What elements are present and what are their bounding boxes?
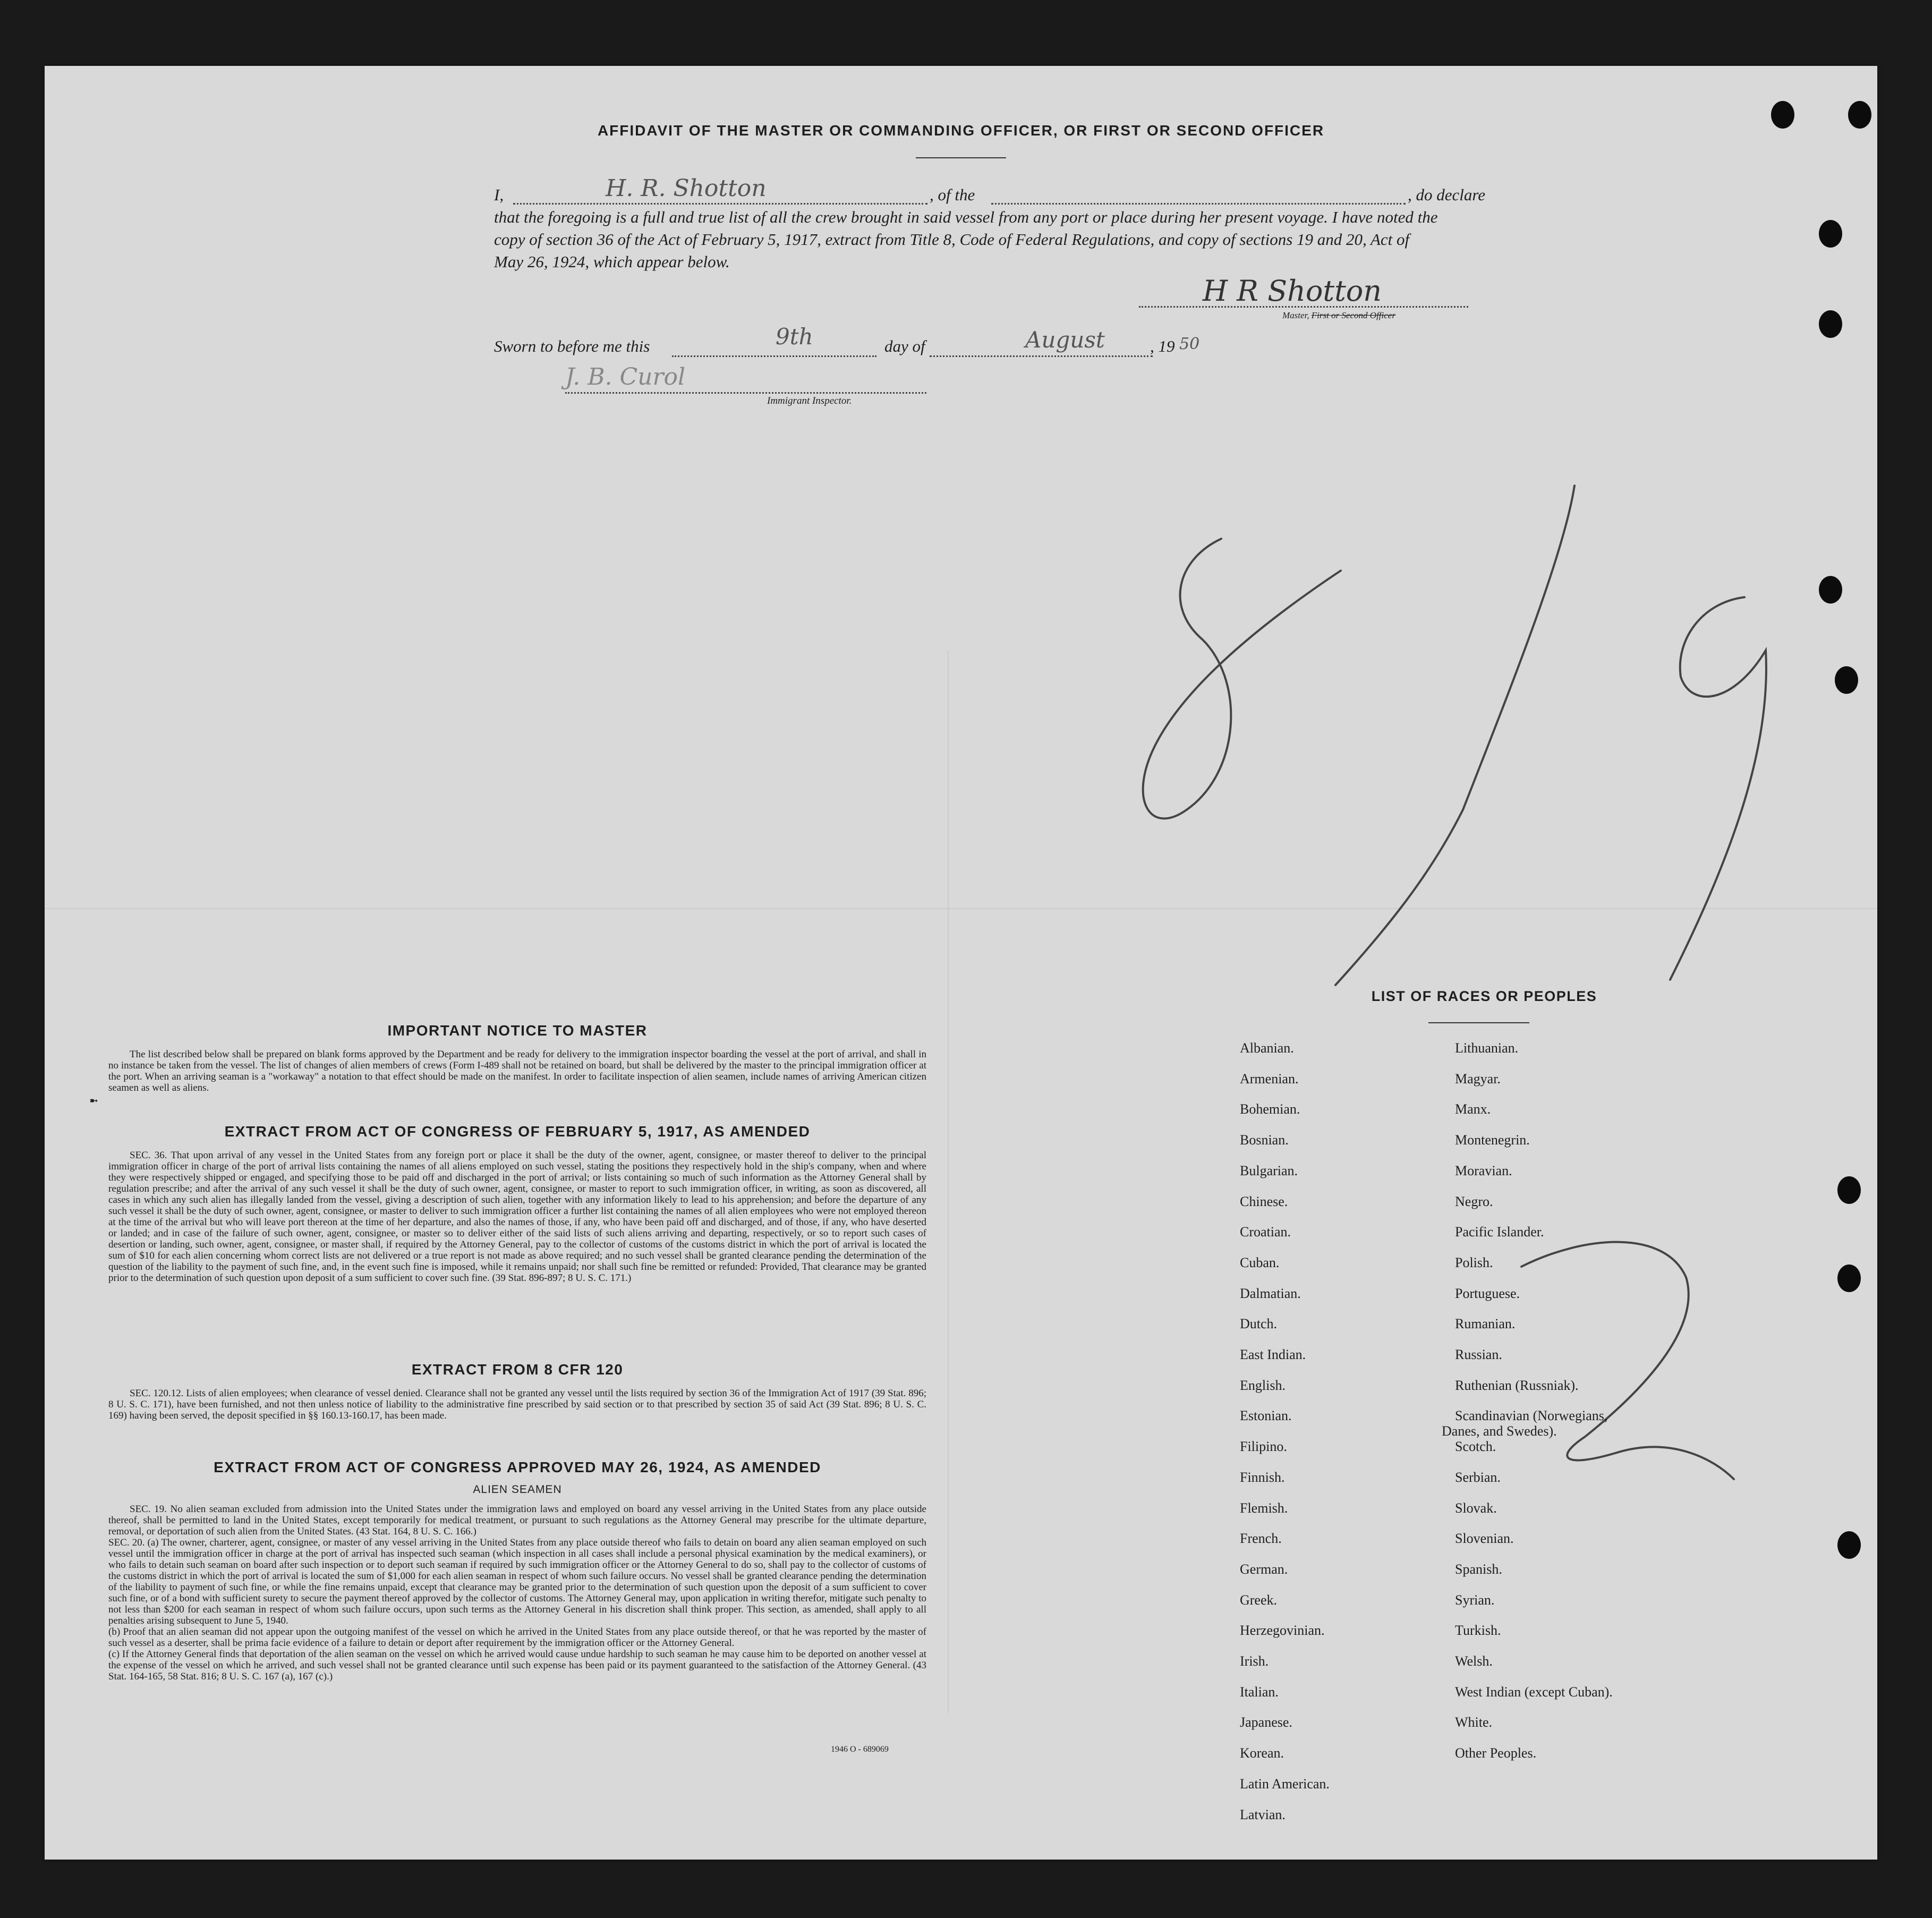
extract-1917-title: EXTRACT FROM ACT OF CONGRESS OF FEBRUARY 5, 1917, AS AMENDED: [224, 1123, 811, 1140]
race-item: Bohemian.: [1240, 1101, 1300, 1117]
race-item: Polish.: [1455, 1254, 1493, 1270]
race-item: East Indian.: [1240, 1347, 1306, 1362]
of-the-label: , of the: [930, 185, 975, 204]
notice-body: The list described below shall be prepared on blank forms approved by the Department and be ready for delivery to the immigration inspector boarding the vessel at the port of arrival, and shall in no instance be taken from the vessel. The list of changes of alien members of crews (Form I-489 shall not be retained on board, but shall be delivered by the master to the principal immigration officer at the port. When an arriving seaman is a "workaway" a notation to that effect should be made on the manifest. In order to facilitate inspection of alien seamen, include names of arriving American citizen seamen as well as aliens.: [108, 1049, 926, 1093]
race-item-scandinavian-cont: Danes, and Swedes).: [1442, 1423, 1557, 1439]
race-item: Latin American.: [1240, 1776, 1330, 1792]
race-item: Chinese.: [1240, 1193, 1288, 1209]
race-item: Scandinavian (Norwegians,: [1455, 1408, 1608, 1424]
extract-1924-title: EXTRACT FROM ACT OF CONGRESS APPROVED MAY 26, 1924, AS AMENDED: [214, 1459, 821, 1475]
master-caption: Master,: [1282, 310, 1309, 320]
number-mark: 2: [1612, 1337, 1614, 1343]
race-item: Dutch.: [1240, 1316, 1278, 1332]
extract-1924-subtitle: ALIEN SEAMEN: [473, 1483, 562, 1496]
race-item: Italian.: [1240, 1684, 1279, 1700]
race-item: Albanian.: [1240, 1040, 1294, 1056]
race-item: Serbian.: [1455, 1469, 1501, 1485]
race-item: Moravian.: [1455, 1162, 1512, 1178]
affidavit-line-4: May 26, 1924, which appear below.: [494, 252, 730, 271]
race-item: Lithuanian.: [1455, 1040, 1519, 1056]
race-item: Greek.: [1240, 1592, 1278, 1608]
race-item: Japanese.: [1240, 1715, 1292, 1730]
do-declare-label: , do declare: [1408, 185, 1486, 204]
race-item: Scotch.: [1455, 1439, 1496, 1455]
race-item: Pacific Islander.: [1455, 1224, 1544, 1240]
extract-cfr-body: SEC. 120.12. Lists of alien employees; when clearance of vessel denied. Clearance shall not be granted any vessel until the lists required by section 36 of the Immigration Act of 1917 (39 Stat. 896; 8 U. S. C. 171), have been furnished, and not then unless notice of liability to the administrative fine prescribed by said section or to that prescribed by section 35 of said Act (39 Stat. 896; 8 U. S. C. 169) having been served, the deposit specified in §§ 160.13-160.17, has been made.: [108, 1388, 926, 1421]
race-item: Magyar.: [1455, 1071, 1501, 1087]
race-item: Welsh.: [1455, 1653, 1493, 1669]
race-item: Montenegrin.: [1455, 1132, 1530, 1148]
race-item: Other Peoples.: [1455, 1745, 1537, 1761]
inspector-signature: J. B. Curol: [565, 363, 686, 391]
handwritten-month: August: [1025, 327, 1105, 353]
race-item: Negro.: [1455, 1193, 1493, 1209]
race-item: Dalmatian.: [1240, 1285, 1301, 1301]
notice-title: IMPORTANT NOTICE TO MASTER: [387, 1022, 648, 1039]
race-item: Irish.: [1240, 1653, 1269, 1669]
race-item: Flemish.: [1240, 1500, 1288, 1516]
race-item: Bulgarian.: [1240, 1162, 1298, 1178]
extract-1924-body: SEC. 19. No alien seaman excluded from admission into the United States under the immigration laws and employed on board any vessel arriving in the United States from any place outside thereof, shall be permitted to land in the United States, except temporarily for medical treatment, or pursuant to such regulations as the Attorney General may prescribe for the ultimate departure, removal, or deportation of such alien from the United States. (43 Stat. 164, 8 U. S. C. 166.) SEC. 20. (a) The owner, charterer, agent, consignee, or master of any vessel arriving in the United States from any place outside thereof who fails to detain on board any alien seaman employed on such vessel until the immigration officer in charge at the port of arrival has inspected such seaman (which inspection in all cases shall include a personal physical examination by the medical examiners), or who fails to detain such seaman on board after such inspection or to deport such seaman if required by such immigration officer or the Attorney General to do so, shall pay to the collector of customs of the customs district in which the port of arrival is located the sum of $1,000 for each alien seaman in respect of whom such failure occurs. No vessel shall be granted clearance pending the determination of the liability to payment of such fine, or while the fine remains unpaid, except that clearance may be granted prior to the determination of such question upon the deposit of a sum sufficient to cover such fine, or of a bond with sufficient surety to secure the payment thereof approved by the collector of customs. The Attorney General may, upon application in writing therefor, mitigate such penalty to not less than $200 for each seaman in respect of whom such failure occurs, upon such terms as the Attorney General in his discretion shall think proper. This section, as amended, shall apply to all penalties arising subsequent to June 5, 1940. (b) Proof that an alien seaman did not appear upon the outgoing manifest of the vessel on which he arrived in the United States from any place outside thereof, or that he was reported by the master of such vessel as a deserter, shall be prima facie evidence of a failure to detain or deport after requirement by the immigration officer or the Attorney General. (c) If the Attorney General finds that deportation of the alien seaman on the vessel on which he arrived would cause undue hardship to such seaman he may cause him to be deported on another vessel at the expense of the vessel on which he arrived, and such vessel shall not be granted clearance until such expense has been paid or its payment guaranteed to the satisfaction of the Attorney General. (43 Stat. 164-165, 58 Stat. 816; 8 U. S. C. 167 (a), 167 (c).): [108, 1504, 926, 1682]
handwritten-day: 9th: [776, 324, 813, 350]
fold-line: [948, 650, 949, 1713]
races-title-rule: [1428, 1022, 1529, 1023]
race-item: Ruthenian (Russniak).: [1455, 1377, 1579, 1393]
race-item: Syrian.: [1455, 1592, 1495, 1608]
year-prefix: , 19: [1150, 337, 1175, 355]
race-item: Korean.: [1240, 1745, 1284, 1761]
race-item: Turkish.: [1455, 1623, 1501, 1639]
extract-1917-body: SEC. 36. That upon arrival of any vessel in the United States from any foreign port or place it shall be the duty of the owner, agent, consignee, or master thereof to deliver to the principal immigration officer in charge of the port of arrival lists containing the names of all aliens employed on such vessel, stating the positions they respectively hold in the ship's company, when and where they were respectively shipped or engaged, and specifying those to be paid off and discharged in the port of arrival; or lists containing so much of such information as the Attorney General shall by regulation prescribe; and after the arrival of any such vessel it shall be the duty of such owner, agent, consignee, or master to report to such immigration officer, in writing, as soon as discovered, all cases in which any such alien has illegally landed from the vessel, giving a description of such alien, together with any information likely to lead to his apprehension; and before the departure of any such vessel it shall be the duty of such owner, agent, consignee, or master to deliver to such immigration officer a further list containing the names of all alien employees who were not employed thereon at the time of the arrival but who will leave port thereon at the time of her departure, and also the names of those, if any, who have been paid off and discharged, and of those, if any, who have deserted or landed; and in case of the failure of such owner, agent, consignee, or master so to deliver either of the said lists of such aliens arriving and departing, respectively, or so to report such cases of desertion or landing, such owner, agent, consignee, or master shall, if required by the Attorney General, pay to the collector of customs of the customs district in which the port of arrival is located the sum of $10 for each alien concerning whom correct lists are not delivered or a true report is not made as above required; and no such vessel shall be granted clearance pending the determination of the question of the liability to the payment of such fine, and, in the event such fine is imposed, while it remains unpaid; nor shall such fine be remitted or refunded: Provided, That clearance may be granted prior to the determination of such question upon deposit of a sum sufficient to cover such fine. (39 Stat. 896-897; 8 U. S. C. 171.): [108, 1150, 926, 1284]
extract-cfr-title: EXTRACT FROM 8 CFR 120: [411, 1361, 624, 1378]
race-item: French.: [1240, 1531, 1282, 1547]
affidavit-title: AFFIDAVIT OF THE MASTER OR COMMANDING OFFICER, OR FIRST OR SECOND OFFICER: [597, 122, 1325, 139]
race-item: Russian.: [1455, 1347, 1502, 1362]
race-item: Slovenian.: [1455, 1531, 1514, 1547]
race-item: Finnish.: [1240, 1469, 1285, 1485]
day-of-label: day of: [884, 337, 925, 355]
i-label: I,: [494, 185, 504, 204]
race-item: Portuguese.: [1455, 1285, 1520, 1301]
race-item: Bosnian.: [1240, 1132, 1289, 1148]
race-item: English.: [1240, 1377, 1286, 1393]
fold-line-horizontal: [45, 908, 1877, 909]
sworn-label: Sworn to before me this: [494, 337, 650, 355]
form-sheet: [45, 66, 1877, 1860]
inspector-caption: Immigrant Inspector.: [767, 395, 852, 406]
handwritten-year: 50: [1179, 335, 1200, 353]
race-item: Croatian.: [1240, 1224, 1291, 1240]
race-item: Spanish.: [1455, 1561, 1502, 1577]
handwritten-name: H. R. Shotton: [606, 175, 767, 202]
arrow-mark: ➼: [89, 1095, 98, 1107]
race-item: Filipino.: [1240, 1439, 1287, 1455]
races-title: LIST OF RACES OR PEOPLES: [1371, 988, 1597, 1004]
master-signature: H R Shotton: [1203, 274, 1382, 308]
race-item: Latvian.: [1240, 1806, 1286, 1822]
struck-caption: First or Second Officer: [1311, 310, 1395, 320]
affidavit-line-3: copy of section 36 of the Act of February 5, 1917, extract from Title 8, Code of Federal Regulations, and copy of sections 19 and 20, Act of: [494, 230, 1410, 249]
race-item: West Indian (except Cuban).: [1455, 1684, 1613, 1700]
date-mark: 8/9: [1320, 752, 1326, 758]
race-item: Cuban.: [1240, 1254, 1280, 1270]
race-item: Slovak.: [1455, 1500, 1497, 1516]
race-item: Manx.: [1455, 1101, 1491, 1117]
race-item: Rumanian.: [1455, 1316, 1516, 1332]
race-item: Estonian.: [1240, 1408, 1292, 1424]
print-code: 1946 O - 689069: [831, 1745, 889, 1754]
race-item: Armenian.: [1240, 1071, 1299, 1087]
affidavit-line-2: that the foregoing is a full and true list of all the crew brought in said vessel from any port or place during her present voyage. I have noted the: [494, 208, 1438, 226]
race-item: Herzegovinian.: [1240, 1623, 1325, 1639]
race-item: White.: [1455, 1715, 1493, 1730]
race-item: German.: [1240, 1561, 1288, 1577]
